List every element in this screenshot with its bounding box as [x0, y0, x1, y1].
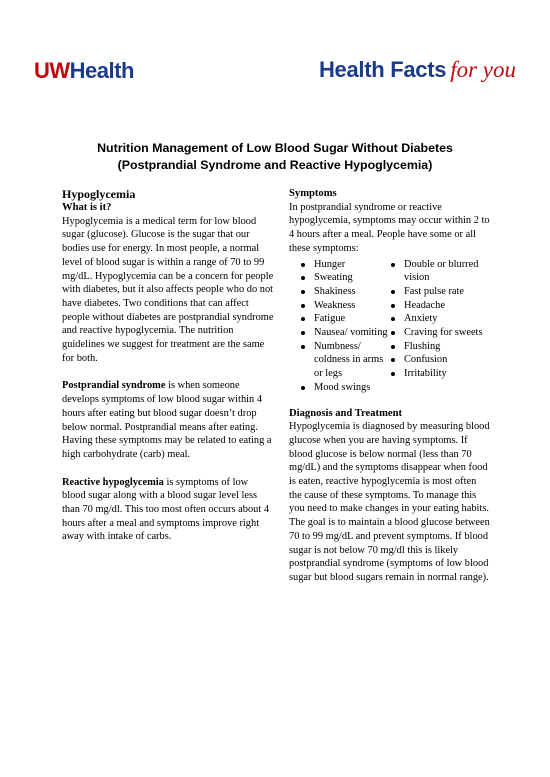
symptom-item: Fast pulse rate — [391, 285, 486, 299]
symptom-item: Shakiness — [301, 285, 391, 299]
symptom-item: Double or blurred vision — [391, 258, 486, 285]
right-column — [289, 187, 491, 585]
what-is-it-heading: What is it? — [62, 202, 112, 213]
symptom-item: Flushing — [391, 340, 486, 354]
symptoms-intro: In postprandial syndrome or reactive hypoglycemia, symptoms may occur within 2 to 4 hours after a meal. People have some or all these symptoms: — [289, 201, 490, 254]
symptom-item: Irritability — [391, 367, 486, 381]
postprandial-paragraph — [62, 379, 274, 461]
symptom-item: Sweating — [301, 271, 391, 285]
uwhealth-logo — [34, 60, 134, 82]
health-facts-logo — [319, 58, 516, 85]
reactive-paragraph — [62, 476, 274, 545]
symptoms-list — [289, 258, 491, 395]
postprandial-body: is when someone develops symptoms of low blood sugar within 4 hours after eating but blood sugar doesn’t drop below normal. Postprandial means after eating. Having these symptoms may be related to eating a high carbohydrate (carb) meal. — [62, 380, 272, 460]
diagnosis-paragraph: Hypoglycemia is diagnosed by measuring blood glucose when you are having symptoms. If blood glucose is below normal (less than 70 mg/dL) and the symptoms disappear when food is eaten, reactive hypoglycemia is most often the cause of these symptoms. To manage this you need to make changes in your eating habits. The goal is to maintain a blood glucose between 70 to 99 mg/dL and prevent symptoms. If blood sugar is not below 70 mg/dl this is likely postprandial syndrome (symptoms of low blood sugar but blood sugars remain in normal range). — [289, 421, 490, 583]
symptom-item: Mood swings — [301, 381, 391, 395]
hypoglycemia-heading: Hypoglycemia — [62, 187, 136, 201]
symptom-item: Confusion — [391, 353, 486, 367]
left-column — [62, 187, 274, 544]
reactive-body: is symptoms of low blood sugar along with a blood sugar level less than 70 mg/dl. This too most often occurs about 4 hours after a meal and symptoms improve right away with intake of carbs. — [62, 476, 270, 543]
brand-main-text: Health Facts — [318, 57, 447, 82]
document-title — [0, 140, 550, 174]
postprandial-term: Postprandial syndrome — [62, 380, 166, 392]
symptom-item: Fatigue — [301, 312, 391, 326]
symptom-item: Hunger — [301, 258, 391, 272]
symptom-item: Numbness/ coldness in arms or legs — [301, 340, 391, 381]
title-line-2: (Postprandial Syndrome and Reactive Hypoglycemia) — [117, 158, 433, 172]
symptom-item: Anxiety — [391, 312, 486, 326]
reactive-term: Reactive hypoglycemia — [62, 476, 164, 488]
symptom-item: Weakness — [301, 299, 391, 313]
title-line-1: Nutrition Management of Low Blood Sugar Without Diabetes — [97, 141, 453, 155]
brand-italic-text: for you — [450, 57, 516, 82]
symptom-item: Nausea/ vomiting — [301, 326, 391, 340]
symptom-item: Headache — [391, 299, 486, 313]
symptoms-heading: Symptoms — [289, 188, 337, 199]
symptoms-list-column-2 — [391, 258, 486, 395]
logo-uw-text: UW — [34, 58, 70, 83]
diagnosis-heading: Diagnosis and Treatment — [289, 407, 403, 419]
symptom-item: Craving for sweets — [391, 326, 486, 340]
logo-health-text: Health — [69, 58, 134, 83]
what-is-it-paragraph: Hypoglycemia is a medical term for low blood sugar (glucose). Glucose is the sugar that our bodies use for energy. In most people, a normal level of blood sugar is within a range of 70 to 99 mg/dL. Hypoglycemia can be a concern for people with diabetes, but it also affects people who do not have diabetes. Two conditions that can affect people without diabetes are postprandial syndrome and reactive hypoglycemia. The nutrition guidelines we suggest for treatment are the same for both. — [62, 215, 274, 364]
symptoms-list-column-1 — [289, 258, 391, 395]
